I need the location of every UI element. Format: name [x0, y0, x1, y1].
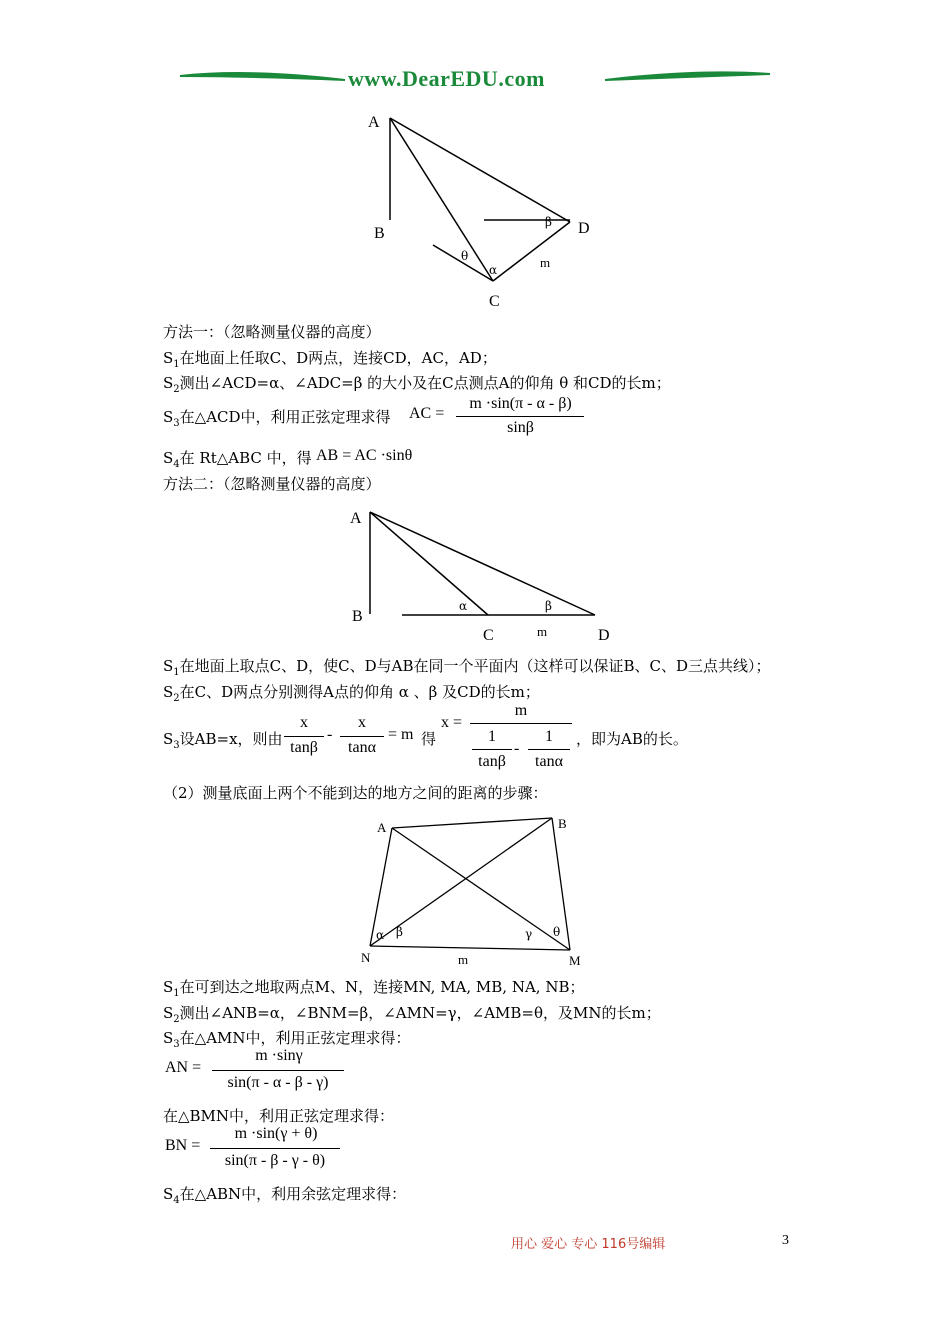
frac1-denominator: tanβ	[290, 739, 318, 756]
footer-text: 用心 爱心 专心 116号编辑	[511, 1237, 666, 1252]
fig3-label-m: M	[569, 953, 581, 968]
x-equals: x =	[441, 714, 463, 731]
method1-title: 方法一：（忽略测量仪器的高度）	[163, 323, 381, 341]
method2-step2: $S_2$在C、D两点分别测得A点的仰角 α 、β 及CD的长m；	[163, 683, 540, 704]
fig1-angle-beta: β	[545, 215, 552, 229]
ab-formula: AB = AC ·sinθ	[316, 447, 413, 464]
inner2-numerator: 1	[545, 728, 553, 745]
part2-step4: $S_4$在△ABN中，利用余弦定理求得：	[163, 1185, 407, 1206]
part2-step3: $S_3$在△AMN中，利用正弦定理求得：	[163, 1029, 411, 1050]
fig2-label-m: m	[537, 624, 548, 639]
part2-step2: $S_2$测出∠ANB=α，∠BNM=β，∠AMN=γ，∠AMB=θ，及MN的长m；	[163, 1004, 661, 1025]
big-fraction-bar	[470, 723, 572, 724]
frac2-denominator: tanα	[348, 739, 376, 756]
fig1-label-c: C	[489, 293, 500, 310]
an-numerator: m ·sinγ	[255, 1047, 303, 1064]
fig1-angle-alpha: α	[489, 263, 498, 277]
bn-denominator: sin(π - β - γ - θ)	[224, 1152, 326, 1169]
ac-lhs: AC =	[409, 405, 445, 422]
bn-numerator: m ·sin(γ + θ)	[234, 1125, 318, 1142]
segment-cd	[493, 222, 570, 281]
fig3-label-a: A	[377, 820, 387, 835]
fig2-angle-alpha: α	[459, 599, 468, 613]
an-lhs: AN =	[165, 1059, 202, 1076]
segment-ac	[390, 118, 493, 281]
fig1-label-b: B	[374, 225, 385, 242]
method2-step3: $S_3$设AB=x，则由	[163, 730, 283, 751]
fig3-label-m-length: m	[458, 952, 469, 967]
fig1-label-m: m	[540, 255, 551, 270]
fig1-angle-theta: θ	[461, 249, 469, 263]
minus-sign-2: -	[514, 740, 520, 757]
fig2-label-d: D	[598, 627, 610, 644]
fig1-label-a: A	[368, 114, 380, 131]
fig3-angle-gamma: γ	[525, 927, 533, 941]
fig3-angle-theta: θ	[553, 925, 561, 939]
part2-step1: $S_1$在可到达之地取两点M、N，连接MN, MA, MB, NA, NB；	[163, 978, 585, 999]
ac-fraction-bar	[456, 416, 584, 417]
fig3-label-b: B	[558, 816, 567, 831]
figure-1-diagram	[360, 108, 620, 313]
inner2-denominator: tanα	[535, 753, 563, 770]
method2-step1: $S_1$在地面上取点C、D，使C、D与AB在同一个平面内（这样可以保证B、C、D三点共线）；	[163, 657, 771, 678]
segment-ac	[370, 512, 488, 615]
segment-ad	[370, 512, 595, 615]
figure-3-diagram	[360, 812, 590, 962]
fig2-angle-beta: β	[545, 599, 552, 613]
an-fraction-bar	[212, 1070, 344, 1071]
fig3-label-n: N	[361, 950, 371, 965]
fig2-label-a: A	[350, 510, 362, 527]
segment-ad	[390, 118, 570, 222]
equals-m: = m	[388, 726, 414, 743]
method1-step2: $S_2$测出∠ACD=α、∠ADC=β 的大小及在C点测点A的仰角 θ 和CD的长m；	[163, 374, 671, 395]
big-numerator: m	[514, 702, 528, 719]
fig1-label-d: D	[578, 220, 590, 237]
ac-denominator: sinβ	[507, 419, 534, 436]
minus-sign-1: -	[327, 726, 333, 743]
an-denominator: sin(π - α - β - γ)	[227, 1074, 329, 1091]
figure-2-diagram	[362, 508, 602, 620]
frac2-numerator: x	[358, 714, 366, 731]
segment-nm	[370, 946, 570, 950]
part2-title: （2）测量底面上两个不能到达的地方之间的距离的步骤：	[163, 784, 548, 802]
frac1-bar	[284, 736, 324, 737]
frac1-numerator: x	[300, 714, 308, 731]
ac-numerator: m ·sin(π - α - β)	[469, 395, 572, 412]
method2-tail: ，即为AB的长。	[576, 730, 688, 748]
fig2-label-b: B	[352, 608, 363, 625]
site-url: www.DearEDU.com	[348, 66, 545, 91]
bn-fraction-bar	[210, 1148, 340, 1149]
method1-step3: $S_3$在△ACD中，利用正弦定理求得	[163, 408, 391, 429]
method1-step4: $S_4$在 Rt△ABC 中，得	[163, 449, 312, 470]
method2-title: 方法二：（忽略测量仪器的高度）	[163, 475, 381, 493]
inner1-numerator: 1	[488, 728, 496, 745]
bn-lhs: BN =	[165, 1137, 201, 1154]
inner2-bar	[528, 749, 570, 750]
segment-ab	[392, 818, 552, 828]
de-text: 得	[421, 730, 437, 748]
segment-am	[392, 828, 570, 950]
fig3-angle-beta: β	[396, 925, 403, 939]
frac2-bar	[340, 736, 384, 737]
fig2-label-c: C	[483, 627, 494, 644]
inner1-bar	[472, 749, 512, 750]
inner1-denominator: tanβ	[478, 753, 506, 770]
fig3-angle-alpha: α	[376, 928, 385, 942]
bmn-text: 在△BMN中，利用正弦定理求得：	[163, 1107, 395, 1125]
page-number: 3	[782, 1233, 789, 1248]
method1-step1: $S_1$在地面上任取C、D两点，连接CD，AC，AD；	[163, 349, 497, 370]
